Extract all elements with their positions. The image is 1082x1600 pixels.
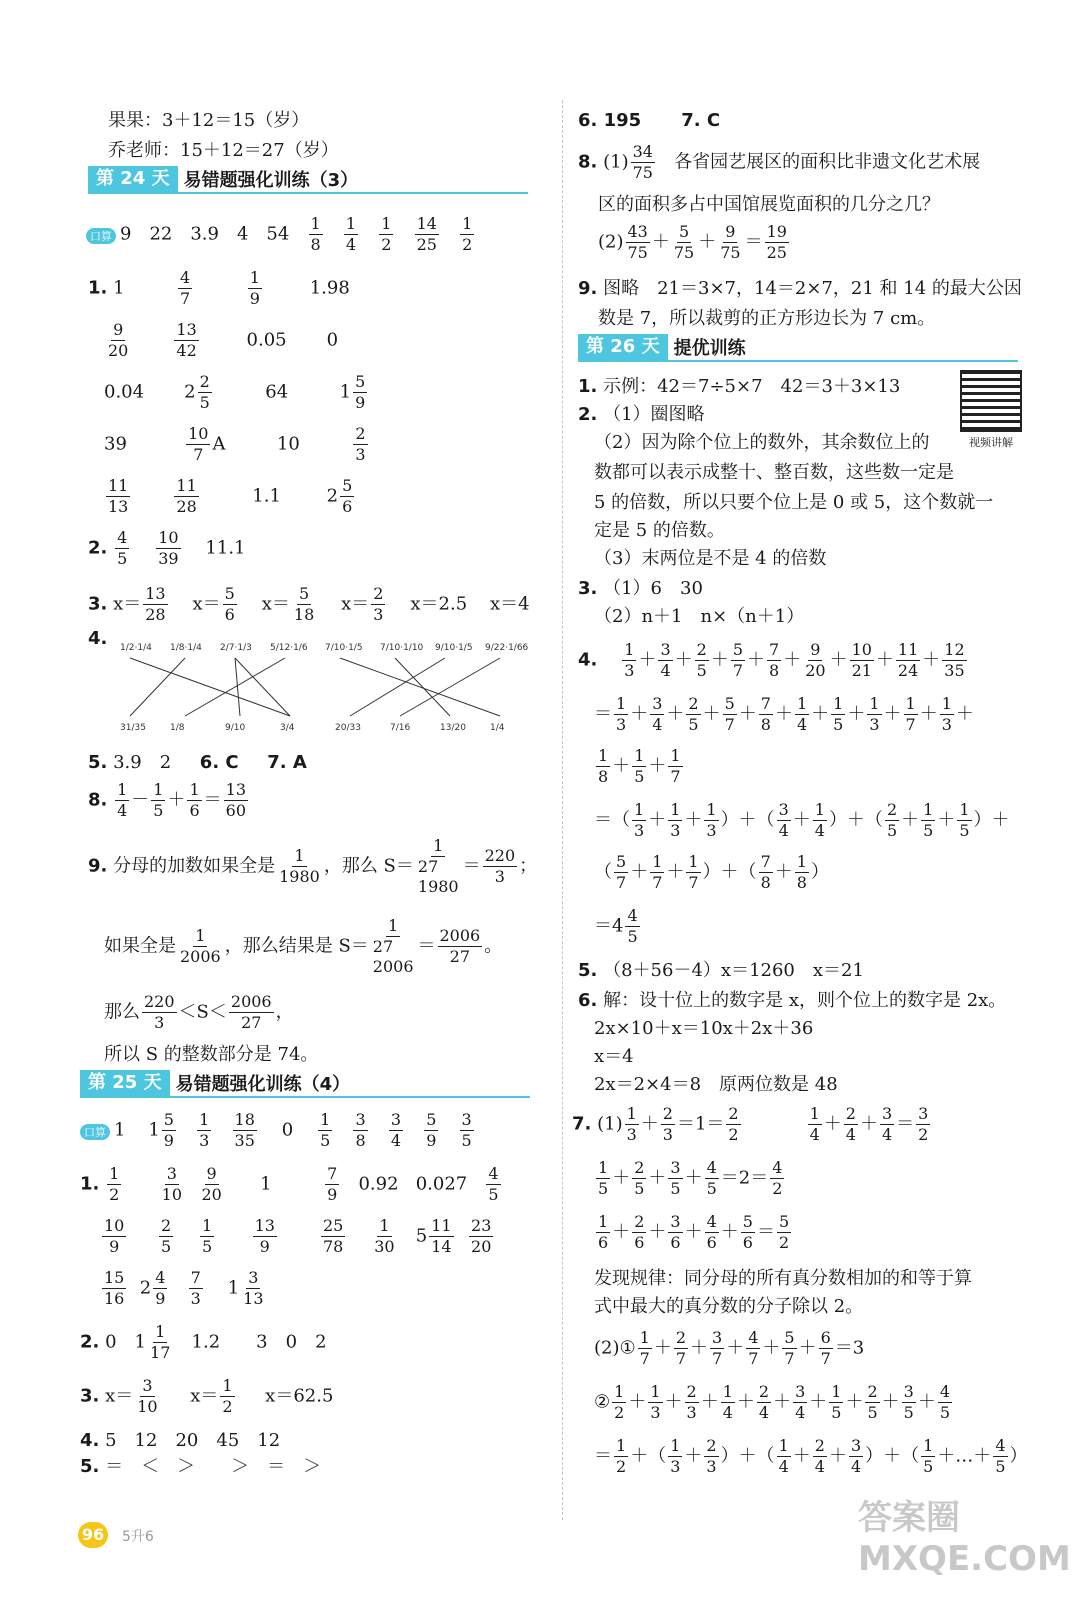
- svg-text:9/10: 9/10: [225, 723, 246, 733]
- kousuan-tag: 口算: [80, 1124, 110, 1140]
- r7-row4: (2)① $\frac{1}{7}$ ＋ $\frac{2}{7}$ ＋ $\frac{3}{7}$ ＋ $\frac{4}{7}$ ＋ $\frac{5}{7}$ ＋ $\frac{6}{7}$ ＝3: [594, 1328, 865, 1368]
- q1-row3: 0.04 2 $\frac{2}{5}$ 64 1 $\frac{5}{9}$: [104, 372, 366, 412]
- day-badge: 第 25 天: [80, 1070, 170, 1096]
- q4-label: 4.: [88, 628, 108, 649]
- q3-row: 3. x＝ $\frac{13}{28}$ x＝ $\frac{5}{6}$ x＝ $\frac{5}{18}$ x＝ $\frac{2}{3}$ x＝2.5 x＝4: [88, 584, 530, 624]
- qr-code[interactable]: [960, 370, 1022, 450]
- svg-text:9/10·1/5: 9/10·1/5: [435, 643, 473, 653]
- r6-row3: x＝4: [594, 1046, 634, 1067]
- r6-text: 解：设十位上的数字是 x，则个位上的数字是 2x。: [603, 990, 1007, 1011]
- svg-text:1/4: 1/4: [490, 723, 505, 733]
- r9-text: 图略 21＝3×7，14＝2×7，21 和 14 的最大公因: [603, 278, 1022, 299]
- r4-row6: ＝4 $\frac{4}{5}$: [594, 906, 638, 946]
- svg-text:20/33: 20/33: [335, 723, 361, 733]
- svg-text:5/12·1/6: 5/12·1/6: [270, 643, 308, 653]
- q1-25-row1: 1. $\frac{1}{2}$ $\frac{3}{10}$ $\frac{9}{20}$ 1 $\frac{7}{9}$ 0.92 0.027 $\frac{4}{5}$: [80, 1164, 499, 1204]
- r7-rule2: 式中最大的真分数的分子除以 2。: [594, 1296, 864, 1317]
- r6-answer: 6. 195: [578, 110, 642, 131]
- r2-row5: 定是 5 的倍数。: [594, 520, 725, 541]
- banner-rule: [578, 360, 1018, 362]
- r7-rule1: 发现规律：同分母的所有真分数相加的和等于算: [594, 1268, 972, 1289]
- q9-text: 分母的加数如果全是: [113, 855, 276, 877]
- q6-answer: 6. C: [199, 752, 239, 773]
- day25-banner: [80, 1070, 350, 1096]
- r3-text: （1）6 30: [603, 578, 703, 599]
- r2-text: （1）圈图略: [603, 404, 705, 425]
- q1-row5: $\frac{11}{13}$ $\frac{11}{28}$ 1.1 2 $\frac{5}{6}$: [108, 476, 353, 516]
- r7-row3: $\frac{1}{6}$ ＋ $\frac{2}{6}$ ＋ $\frac{3}{6}$ ＋ $\frac{4}{6}$ ＋ $\frac{5}{6}$ ＝ $\frac{5}{2}$: [598, 1212, 790, 1252]
- svg-text:1/8·1/4: 1/8·1/4: [170, 643, 202, 653]
- day-badge: 第 24 天: [88, 166, 178, 192]
- r4-row2: ＝ $\frac{1}{3}$ ＋ $\frac{3}{4}$ ＋ $\frac{2}{5}$ ＋ $\frac{5}{7}$ ＋ $\frac{7}{8}$ ＋ $\frac{1}{4}$ ＋ $\frac{1}{5}$ ＋ $\frac{1}{3}$ ＋ $\frac{1}{7}$ ＋ $\frac{1}{3}$ ＋: [594, 694, 974, 734]
- banner-rule: [88, 192, 528, 194]
- q9-text: ，那么结果是 S＝: [224, 935, 369, 957]
- r2-row4: 5 的倍数，所以只要个位上是 0 或 5，这个数就一: [594, 492, 994, 513]
- svg-text:1/8: 1/8: [170, 723, 185, 733]
- svg-text:7/10·1/5: 7/10·1/5: [325, 643, 363, 653]
- svg-text:13/20: 13/20: [440, 723, 466, 733]
- q4-25-row: 4. 5 12 20 45 12: [80, 1430, 281, 1451]
- q5-25-row: 5. ＝ ＜ ＞ ＞ ＝ ＞: [80, 1456, 322, 1477]
- r7-answer: 7. C: [681, 110, 721, 131]
- r7-row5: ② $\frac{1}{2}$ ＋ $\frac{1}{3}$ ＋ $\frac{2}{3}$ ＋ $\frac{1}{4}$ ＋ $\frac{2}{4}$ ＋ $\frac{3}{4}$ ＋ $\frac{1}{5}$ ＋ $\frac{2}{5}$ ＋ $\frac{3}{5}$ ＋ $\frac{4}{5}$: [594, 1382, 951, 1422]
- day26-banner: [578, 334, 746, 360]
- svg-text:7/16: 7/16: [390, 723, 411, 733]
- r2-row6: （3）末两位是不是 4 的倍数: [594, 548, 827, 569]
- r6-row4: 2x＝2×4＝8 原两位数是 48: [594, 1074, 838, 1095]
- q8-row: 8. $\frac{1}{4}$ － $\frac{1}{5}$ ＋ $\frac{1}{6}$ ＝ $\frac{13}{60}$: [88, 780, 247, 820]
- svg-text:1/2·1/4: 1/2·1/4: [120, 643, 152, 653]
- q9-text: 那么: [104, 1001, 140, 1023]
- svg-text:3/4: 3/4: [280, 723, 295, 733]
- matching-diagram: [110, 628, 530, 748]
- r8-text: 各省园艺展区的面积比非遗文化艺术展: [674, 151, 981, 173]
- q2-25-values: 1.2 3 0 2: [191, 1331, 327, 1353]
- r8-row1: 8. (1) $\frac{34}{75}$ 各省园艺展区的面积比非遗文化艺术展: [578, 142, 981, 182]
- q9-row1: 9. 分母的加数如果全是 $\frac{1}{1980}$ ，那么 S＝ 1 27 1980 ＝ $\frac{220}{3}$ ；: [88, 836, 538, 896]
- r7-row1: 7. (1) $\frac{1}{3}$ ＋ $\frac{2}{3}$ ＝1＝ $\frac{2}{2}$ $\frac{1}{4}$ ＋ $\frac{2}{4}$ ＋ $\frac{3}{4}$ ＝ $\frac{3}{2}$: [572, 1104, 929, 1144]
- column-divider: [562, 100, 563, 1520]
- kousuan-row: 口算 9 22 3.9 4 54 $\frac{1}{8}$ $\frac{1}{4}$ $\frac{1}{2}$ $\frac{14}{25}$ $\frac{1}{2}$: [86, 214, 476, 255]
- r9-row1: 9. 图略 21＝3×7，14＝2×7，21 和 14 的最大公因: [578, 278, 1022, 299]
- r4-row3: $\frac{1}{8}$ ＋ $\frac{1}{5}$ ＋ $\frac{1}{7}$: [598, 746, 681, 786]
- r8-row3: (2) $\frac{43}{75}$ ＋ $\frac{5}{75}$ ＋ $\frac{9}{75}$ ＝ $\frac{19}{25}$: [598, 222, 787, 262]
- svg-text:31/35: 31/35: [120, 723, 146, 733]
- r4-row1: 4. $\frac{1}{3}$ ＋ $\frac{3}{4}$ ＋ $\frac{2}{5}$ ＋ $\frac{5}{7}$ ＋ $\frac{7}{8}$ ＋ $\frac{9}{20}$ ＋ $\frac{10}{21}$ ＋ $\frac{11}{24}$ ＋ $\frac{12}{35}$: [578, 640, 965, 680]
- r3-row1: 3. （1）6 30: [578, 578, 703, 599]
- kousuan-tag: 口算: [86, 228, 116, 244]
- r3-row2: （2）n＋1 n×（n＋1）: [594, 606, 805, 627]
- q2-25-row: 2. 0 1 $\frac{1}{17}$ 1.2 3 0 2: [80, 1322, 327, 1362]
- q5-row: 5. 3.9 2 6. C 7. A: [88, 752, 307, 773]
- r7-row6: ＝ $\frac{1}{2}$ ＋（ $\frac{1}{3}$ ＋ $\frac{2}{3}$ ）＋（ $\frac{1}{4}$ ＋ $\frac{2}{4}$ ＋ $\frac{3}{4}$ ）＋（ $\frac{1}{5}$ ＋…＋ $\frac{4}{5}$ ）: [594, 1436, 1028, 1476]
- answer-line: 果果：3＋12＝15（岁）: [108, 110, 310, 131]
- r1-text: 示例：42＝7÷5×7 42＝3＋3×13: [603, 376, 901, 397]
- day-badge: 第 26 天: [578, 334, 668, 360]
- section-title: 易错题强化训练（3）: [183, 170, 359, 191]
- q5-25-values: ＝ ＜ ＞ ＞ ＝ ＞: [105, 1456, 322, 1477]
- page-number: 96: [78, 1522, 108, 1548]
- q9-row4: 所以 S 的整数部分是 74。: [104, 1044, 319, 1065]
- section-title: 提优训练: [673, 338, 746, 359]
- watermark: 答案圈 MXQE.COM: [858, 1498, 1071, 1579]
- banner-rule: [80, 1096, 530, 1098]
- svg-text:7/10·1/10: 7/10·1/10: [380, 643, 424, 653]
- q9-row3: 那么 $\frac{220}{3}$ ＜S＜ $\frac{2006}{27}$ ，: [104, 992, 294, 1032]
- r5-row: 5. （8＋56－4）x＝1260 x＝21: [578, 960, 864, 981]
- section-title: 易错题强化训练（4）: [175, 1074, 351, 1095]
- q9-row2: 如果全是 $\frac{1}{2006}$ ，那么结果是 S＝ 1 27 2006 ＝ $\frac{2006}{27}$ 。: [104, 916, 503, 976]
- q5-answer: 3.9 2: [113, 752, 172, 773]
- r2-row2: （2）因为除个位上的数外，其余数位上的: [594, 432, 930, 453]
- q9-text: 如果全是: [104, 935, 176, 957]
- day24-banner: [88, 166, 358, 192]
- r9-row2: 数是 7，所以裁剪的正方形边长为 7 cm。: [598, 308, 936, 329]
- r2-row3: 数都可以表示成整十、整百数，这些数一定是: [594, 462, 954, 483]
- q1-row2: $\frac{9}{20}$ $\frac{13}{42}$ 0.05 0: [108, 320, 339, 360]
- q9-text: ，那么 S＝: [323, 855, 414, 877]
- q1-row1: 1. 1 $\frac{4}{7}$ $\frac{1}{9}$ 1.98: [88, 268, 350, 308]
- svg-text:2/7·1/3: 2/7·1/3: [220, 643, 252, 653]
- q2-row: 2. $\frac{4}{5}$ $\frac{10}{39}$ 11.1: [88, 528, 246, 568]
- q1-25-row2: $\frac{10}{9}$ $\frac{2}{5}$ $\frac{1}{5}$ $\frac{13}{9}$ $\frac{25}{78}$ $\frac{1}{30}$ 5 $\frac{11}{14}$ $\frac{23}{20}$: [104, 1216, 492, 1256]
- r7-row2: $\frac{1}{5}$ ＋ $\frac{2}{5}$ ＋ $\frac{3}{5}$ ＋ $\frac{4}{5}$ ＝2＝ $\frac{4}{2}$: [598, 1158, 783, 1198]
- q2-25-values: 0 1: [105, 1331, 147, 1353]
- qr-label: 视频讲解: [969, 436, 1013, 449]
- r6-row: [578, 110, 720, 131]
- r5-text: （8＋56－4）x＝1260 x＝21: [603, 960, 864, 981]
- q1-25-row3: $\frac{15}{16}$ 2 $\frac{4}{9}$ $\frac{7}{3}$ 1 $\frac{3}{13}$: [104, 1268, 264, 1308]
- q1-row4: 39 $\frac{10}{7}$ A 10 $\frac{2}{3}$: [104, 424, 366, 464]
- kousuan-row-25: 口算 1 1 $\frac{5}{9}$ $\frac{1}{3}$ $\frac{18}{35}$ 0 $\frac{1}{5}$ $\frac{3}{8}$ $\frac{3}{4}$ $\frac{5}{9}$ $\frac{3}{5}$: [80, 1110, 476, 1151]
- q7-answer: 7. A: [267, 752, 307, 773]
- r4-row4: ＝（ $\frac{1}{3}$ ＋ $\frac{1}{3}$ ＋ $\frac{1}{3}$ ）＋（ $\frac{3}{4}$ ＋ $\frac{1}{4}$ ）＋（ $\frac{2}{5}$ ＋ $\frac{1}{5}$ ＋ $\frac{1}{5}$ ）＋: [594, 800, 1010, 840]
- r6-row1: 6. 解：设十位上的数字是 x，则个位上的数字是 2x。: [578, 990, 1007, 1011]
- r8-row2: 区的面积多占中国馆展览面积的几分之几？: [598, 194, 940, 215]
- q3-25-value: x＝62.5: [265, 1385, 334, 1407]
- r1-row: 1. 示例：42＝7÷5×7 42＝3＋3×13: [578, 376, 901, 397]
- r4-row5: （ $\frac{5}{7}$ ＋ $\frac{1}{7}$ ＋ $\frac{1}{7}$ ）＋（ $\frac{7}{8}$ ＋ $\frac{1}{8}$ ）: [594, 852, 829, 892]
- q3-25-row: 3. x＝ $\frac{3}{10}$ x＝ $\frac{1}{2}$ x＝62.5: [80, 1376, 334, 1416]
- svg-text:9/22·1/66: 9/22·1/66: [485, 643, 529, 653]
- q4-25-values: 5 12 20 45 12: [105, 1430, 281, 1451]
- kousuan-values: 9 22 3.9 4 54: [120, 223, 290, 245]
- r6-row2: 2x×10＋x＝10x＋2x＋36: [594, 1018, 814, 1039]
- answer-line: 乔老师：15＋12＝27（岁）: [108, 140, 339, 161]
- grade-label: 5升6: [122, 1529, 154, 1545]
- r2-row1: 2. （1）圈图略: [578, 404, 705, 425]
